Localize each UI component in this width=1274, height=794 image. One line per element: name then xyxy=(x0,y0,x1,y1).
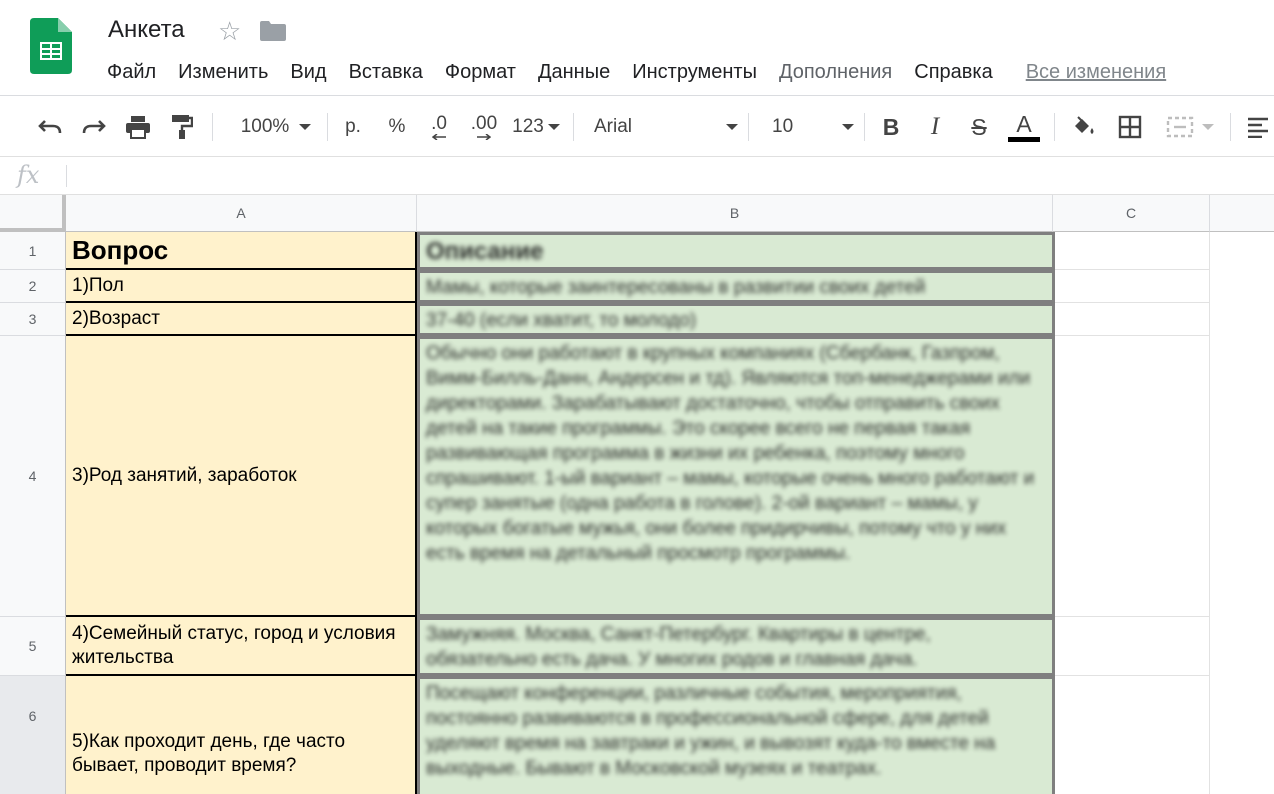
currency-label: р. xyxy=(345,116,361,137)
row-header-5[interactable]: 5 xyxy=(0,617,66,676)
arrow-left-icon xyxy=(432,134,446,140)
cell-c1[interactable] xyxy=(1055,232,1210,270)
fx-icon: fx xyxy=(17,161,40,189)
cell-b6-text: Посещают конференции, различные события, мероприятия, постоянно развиваются в профессиональной сфере, для детей уделяют время на завтраки и ужин, и вывозят куда-то вместе на выходные. Бывают в Московской музеях и театрах. xyxy=(426,683,996,779)
app-header xyxy=(0,0,1274,96)
paint-format-button[interactable] xyxy=(166,111,198,143)
cell-a4[interactable]: 3)Род занятий, заработок xyxy=(66,336,417,617)
number-format-select[interactable] xyxy=(510,111,562,143)
chevron-down-icon xyxy=(726,124,738,130)
cell-b3-text: 37-40 (если хватит, то молодо) xyxy=(426,310,697,331)
row-header-6-label: 6 xyxy=(28,707,37,724)
toolbar-separator xyxy=(1230,113,1231,141)
cell-b3[interactable] xyxy=(417,303,1055,336)
column-header-b[interactable]: B xyxy=(417,195,1053,232)
redo-button[interactable] xyxy=(78,111,110,143)
chevron-down-icon xyxy=(1202,124,1214,130)
toolbar-separator xyxy=(748,113,749,141)
menu-edit[interactable]: Изменить xyxy=(178,61,269,83)
zoom-value: 100% xyxy=(240,116,290,137)
cell-c3[interactable] xyxy=(1055,303,1210,336)
undo-button[interactable] xyxy=(34,111,66,143)
row-header-3[interactable]: 3 xyxy=(0,303,66,336)
menu-format[interactable]: Формат xyxy=(444,61,516,83)
bold-button[interactable] xyxy=(876,111,906,143)
cell-b4-text: Обычно они работают в крупных компаниях (Сбербанк, Газпром, Вимм-Билль-Данн, Андерсен и тд). Являются топ-менеджерами или директорами. Зарабатывают достаточно, чтобы отправить своих детей на такие программы. Это скорее всего не первая такая развивающая программа в жизни их ребенка, поэтому много спрашивают. 1-ый вариант – мамы, которые очень много работают и супер занятые (одна работа в голове). 2-ой вариант – мамы, у которых богатые мужья, они более придирчивы, потому что у них есть время на детальный просмотр программы. xyxy=(426,343,1035,564)
cell-a2[interactable]: 1)Пол xyxy=(66,270,417,303)
toolbar-separator xyxy=(212,113,213,141)
row-header-2[interactable]: 2 xyxy=(0,270,66,303)
font-size-value: 10 xyxy=(772,116,794,137)
bold-icon: B xyxy=(882,113,900,140)
font-family-select[interactable] xyxy=(594,111,738,143)
menu-bar xyxy=(96,58,1177,86)
undo-icon xyxy=(37,117,63,137)
menu-insert[interactable]: Вставка xyxy=(348,61,423,83)
cell-b1[interactable] xyxy=(417,232,1055,270)
cell-a6[interactable]: 5)Как проходит день, где часто бывает, проводит время? xyxy=(66,676,417,794)
cell-b6[interactable] xyxy=(417,676,1055,794)
cell-b1-text: Описание xyxy=(426,237,544,265)
formula-bar-separator xyxy=(66,165,67,187)
chevron-down-icon xyxy=(842,124,854,130)
folder-icon[interactable] xyxy=(260,21,286,41)
row-header-6[interactable] xyxy=(0,676,66,794)
currency-format-button[interactable] xyxy=(338,111,368,143)
paint-roller-icon xyxy=(171,114,193,140)
increase-decimal-label: .00 xyxy=(470,113,498,134)
percent-format-button[interactable] xyxy=(382,111,412,143)
print-button[interactable] xyxy=(122,111,154,143)
cell-b4[interactable] xyxy=(417,336,1055,617)
sheets-logo-icon[interactable] xyxy=(30,18,72,74)
column-header-d[interactable] xyxy=(1210,195,1274,232)
zoom-select[interactable] xyxy=(232,111,320,143)
row-header-1[interactable]: 1 xyxy=(0,232,66,270)
cell-c6[interactable] xyxy=(1055,676,1210,794)
toolbar-separator xyxy=(573,113,574,141)
merge-cells-button[interactable] xyxy=(1160,111,1220,143)
cell-a3[interactable]: 2)Возраст xyxy=(66,303,417,336)
document-title[interactable]: Анкета xyxy=(108,16,185,43)
borders-icon xyxy=(1118,115,1142,139)
spreadsheet-grid xyxy=(0,195,1274,794)
toolbar-separator xyxy=(1054,113,1055,141)
formula-input[interactable] xyxy=(80,163,1260,189)
row-header-4[interactable]: 4 xyxy=(0,336,66,617)
redo-icon xyxy=(81,117,107,137)
arrow-right-icon xyxy=(477,134,491,140)
formula-bar xyxy=(0,157,1274,195)
increase-decimal-button[interactable] xyxy=(466,111,502,143)
cell-a1[interactable]: Вопрос xyxy=(66,232,417,270)
text-color-button[interactable] xyxy=(1006,111,1042,143)
merge-cells-icon xyxy=(1166,115,1194,139)
save-status-link[interactable]: Все изменения xyxy=(1025,61,1167,83)
cell-a5[interactable]: 4)Семейный статус, город и условия жительства xyxy=(66,617,417,676)
star-icon[interactable]: ☆ xyxy=(218,16,242,46)
strikethrough-button[interactable] xyxy=(964,111,994,143)
cell-b2-text: Мамы, которые заинтересованы в развитии своих детей xyxy=(426,277,926,298)
menu-addons[interactable]: Дополнения xyxy=(778,61,893,83)
chevron-down-icon xyxy=(548,124,560,130)
toolbar xyxy=(0,97,1274,157)
print-icon xyxy=(125,115,151,139)
text-color-swatch xyxy=(1008,137,1040,142)
menu-data[interactable]: Данные xyxy=(537,61,611,83)
italic-button[interactable] xyxy=(920,111,950,143)
column-header-a[interactable]: A xyxy=(66,195,417,232)
strikethrough-icon: S xyxy=(971,113,987,140)
menu-help[interactable]: Справка xyxy=(914,61,993,83)
italic-icon: I xyxy=(930,113,940,140)
horizontal-align-button[interactable] xyxy=(1244,111,1272,143)
align-left-icon xyxy=(1246,116,1270,138)
number-format-label: 123 xyxy=(512,116,544,137)
cell-c4[interactable] xyxy=(1055,336,1210,617)
menu-tools[interactable]: Инструменты xyxy=(632,61,757,83)
text-color-icon: A xyxy=(1016,110,1032,137)
borders-button[interactable] xyxy=(1114,111,1146,143)
toolbar-separator xyxy=(327,113,328,141)
chevron-down-icon xyxy=(299,124,311,130)
font-family-value: Arial xyxy=(594,116,633,137)
menu-view[interactable]: Вид xyxy=(290,61,327,83)
decrease-decimal-label: .0 xyxy=(431,113,447,134)
cell-c2[interactable] xyxy=(1055,270,1210,303)
toolbar-separator xyxy=(864,113,865,141)
menu-file[interactable]: Файл xyxy=(107,61,157,83)
column-header-c[interactable]: C xyxy=(1053,195,1210,232)
paint-bucket-icon xyxy=(1071,115,1097,139)
cell-b2[interactable] xyxy=(417,270,1055,303)
select-all-corner[interactable] xyxy=(0,195,66,232)
cell-c5[interactable] xyxy=(1055,617,1210,676)
cell-b5[interactable] xyxy=(417,617,1055,676)
fill-color-button[interactable] xyxy=(1068,111,1100,143)
cell-b5-text: Замужняя. Москва, Санкт-Петербург. Квартиры в центре, обязательно есть дача. У многих родов и главная дача. xyxy=(426,624,931,670)
decrease-decimal-button[interactable] xyxy=(422,111,456,143)
font-size-select[interactable] xyxy=(772,111,854,143)
percent-label: % xyxy=(388,116,406,137)
